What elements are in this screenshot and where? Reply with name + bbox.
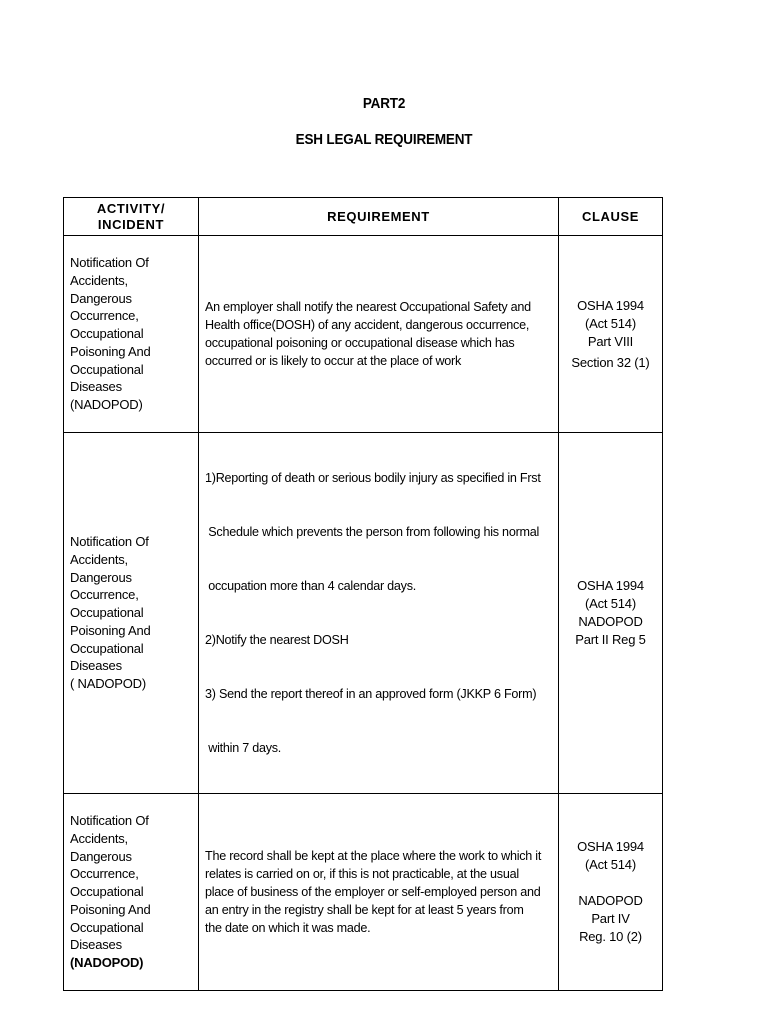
clause-line: Part VIII <box>587 333 634 349</box>
table-header-row <box>64 198 663 236</box>
requirement-line: relates is carried on or, if this is not practicable, at the usual <box>205 867 519 881</box>
requirement-line: 2)Notify the nearest DOSH <box>205 633 349 647</box>
activity-line: Occupational <box>70 919 144 935</box>
table-row <box>64 794 663 991</box>
clause-line: (Act 514) <box>585 857 636 872</box>
requirement-cell <box>199 236 559 433</box>
activity-line: Dangerous <box>70 569 132 585</box>
activity-line: Diseases <box>70 937 122 953</box>
header-activity <box>64 198 199 236</box>
clause-line <box>559 874 662 892</box>
activity-line: Accidents, <box>70 551 128 567</box>
activity-line: Poisoning And <box>70 622 151 638</box>
clause-line: Reg. 10 (2) <box>579 929 642 944</box>
legal-requirement-table <box>63 197 663 991</box>
requirement-line: 1)Reporting of death or serious bodily injury as specified in Frst <box>205 471 541 485</box>
activity-line-bold: (NADOPOD) <box>70 955 144 971</box>
activity-line: Dangerous <box>70 290 132 306</box>
activity-line: Occurrence, <box>70 587 139 603</box>
clause-line: OSHA 1994 <box>577 578 644 593</box>
activity-line: (NADOPOD) <box>70 397 143 413</box>
header-requirement: REQUIREMENT <box>199 198 559 236</box>
document-title: ESH LEGAL REQUIREMENT <box>295 131 473 148</box>
clause-line: Section 32 (1) <box>571 354 650 370</box>
table-row <box>64 236 663 433</box>
activity-line: Poisoning And <box>70 901 151 917</box>
header-clause: CLAUSE <box>559 198 663 236</box>
activity-line: Accidents, <box>70 272 128 288</box>
activity-line: Occupational <box>70 884 144 900</box>
activity-line: Occurrence, <box>70 866 139 882</box>
activity-line: ( NADOPOD) <box>70 676 147 692</box>
clause-line: Part II Reg 5 <box>575 632 646 647</box>
clause-line: Part IV <box>591 911 630 926</box>
activity-line: Occupational <box>70 640 144 656</box>
requirement-line: an entry in the registry shall be kept for at least 5 years from <box>205 903 524 917</box>
activity-line: Occupational <box>70 605 144 621</box>
clause-cell <box>559 433 663 794</box>
clause-line: (Act 514) <box>585 315 636 331</box>
requirement-line: Schedule which prevents the person from following his normal <box>205 525 540 539</box>
activity-line: Dangerous <box>70 848 132 864</box>
requirement-line: occurred or is likely to occur at the place of work <box>205 354 462 368</box>
clause-line: NADOPOD <box>578 614 643 629</box>
requirement-cell <box>199 794 559 991</box>
clause-cell <box>559 236 663 433</box>
requirement-line: place of business of the employer or self-employed person and <box>205 885 541 899</box>
activity-line: Diseases <box>70 658 122 674</box>
clause-line: NADOPOD <box>578 893 643 908</box>
activity-line: Occupational <box>70 326 144 342</box>
activity-cell <box>64 236 199 433</box>
requirement-line: the date on which it was made. <box>205 921 371 935</box>
activity-line: Occupational <box>70 361 144 377</box>
requirement-line: within 7 days. <box>205 741 282 755</box>
requirement-line: 3) Send the report thereof in an approved form (JKKP 6 Form) <box>205 687 537 701</box>
requirement-cell <box>199 433 559 794</box>
activity-line: Accidents, <box>70 830 128 846</box>
part-title: PART2 <box>362 95 406 112</box>
requirement-line: An employer shall notify the nearest Occupational Safety and <box>205 300 531 314</box>
activity-line: Notification Of <box>70 812 149 828</box>
requirement-line: occupational poisoning or occupational disease which has <box>205 336 515 350</box>
requirement-line: The record shall be kept at the place where the work to which it <box>205 849 542 863</box>
table-row <box>64 433 663 794</box>
clause-cell <box>559 794 663 991</box>
header-activity-line1: ACTIVITY/ <box>96 200 166 216</box>
requirement-line: Health office(DOSH) of any accident, dangerous occurrence, <box>205 318 530 332</box>
activity-line: Diseases <box>70 379 122 395</box>
clause-line: (Act 514) <box>585 596 636 611</box>
header-activity-line2: INCIDENT <box>97 216 165 232</box>
activity-cell <box>64 433 199 794</box>
activity-cell <box>64 794 199 991</box>
activity-line: Notification Of <box>70 533 149 549</box>
activity-line: Poisoning And <box>70 343 151 359</box>
clause-line: OSHA 1994 <box>577 839 644 854</box>
requirement-line: occupation more than 4 calendar days. <box>205 579 417 593</box>
clause-line: OSHA 1994 <box>577 297 644 313</box>
activity-line: Occurrence, <box>70 308 139 324</box>
activity-line: Notification Of <box>70 254 149 270</box>
